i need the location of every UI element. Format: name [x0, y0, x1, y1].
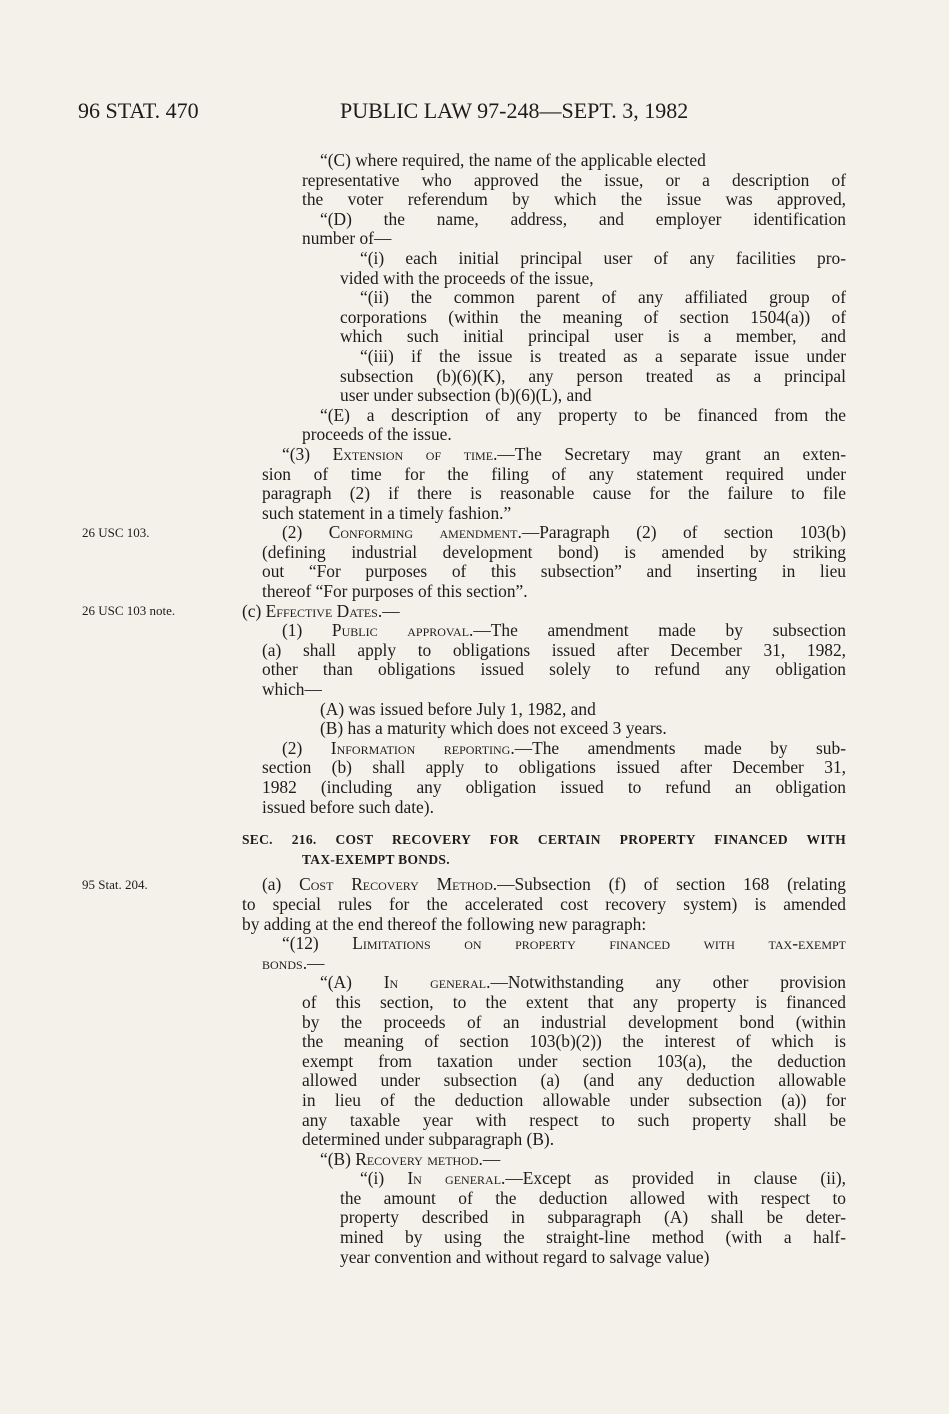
- line-part: “(12): [282, 933, 353, 954]
- subsection-heading: Cost Recovery Method: [299, 874, 493, 895]
- text-line: [282, 621, 846, 641]
- text-line: (a) shall apply to obligations issued after December 31, 1982,: [262, 639, 846, 660]
- subsection-heading: bonds: [262, 952, 303, 973]
- text-line: proceeds of the issue.: [302, 424, 452, 445]
- line-part: .—Notwithstanding any other provision: [486, 972, 846, 993]
- text-line: vided with the proceeds of the issue,: [340, 267, 594, 288]
- text-line: representative who approved the issue, or a description of: [302, 169, 846, 190]
- section-heading: SEC. 216. COST RECOVERY FOR CERTAIN PROPERTY FINANCED WITH: [242, 832, 846, 848]
- line-part: .—Paragraph (2) of section 103(b): [517, 522, 846, 543]
- text-line: 1982 (including any obligation issued to refund an obligation: [262, 777, 846, 797]
- text-line: [242, 602, 949, 622]
- text-line: [282, 739, 846, 759]
- line-part: .—The amendment made by subsection: [469, 620, 846, 641]
- text-line: [282, 445, 846, 465]
- text-line: [320, 1150, 949, 1170]
- text-line: [282, 523, 846, 543]
- subsection-heading: Information reporting: [330, 737, 511, 758]
- text-line: exempt from taxation under section 103(a), the deduction: [302, 1050, 846, 1071]
- text-line: which—: [262, 679, 322, 700]
- text-line: “(E) a description of any property to be financed from the: [320, 404, 846, 425]
- line-part: (2): [282, 737, 331, 758]
- margin-note-usc-103: 26 USC 103.: [82, 525, 150, 540]
- text-line: by adding at the end thereof the following new paragraph:: [242, 913, 647, 934]
- text-line: [320, 973, 846, 993]
- text-line: year convention and without regard to salvage value): [340, 1246, 710, 1267]
- line-part: “(A): [320, 972, 384, 993]
- text-line: sion of time for the filing of any statement required under: [262, 463, 846, 484]
- line-part: .—Except as provided in clause (ii),: [501, 1168, 846, 1189]
- text-line: allowed under subsection (a) (and any deduction allowable: [302, 1070, 846, 1091]
- text-line: “(C) where required, the name of the applicable elected: [320, 150, 706, 170]
- line-part: .—: [478, 1148, 501, 1169]
- text-line: subsection (b)(6)(K), any person treated as a principal: [340, 365, 846, 386]
- text-line: determined under subparagraph (B).: [302, 1129, 555, 1150]
- margin-note-usc-103-note: 26 USC 103 note.: [82, 603, 176, 618]
- text-line: “(D) the name, address, and employer identification: [320, 208, 846, 229]
- text-line: which such initial principal user is a member, and: [340, 326, 846, 347]
- margin-note-stat-204: 95 Stat. 204.: [82, 877, 148, 892]
- line-part: (1): [282, 620, 332, 641]
- text-line: other than obligations issued solely to refund any obligation: [262, 659, 846, 680]
- text-line: paragraph (2) if there is reasonable cause for the failure to file: [262, 483, 846, 504]
- text-line: issued before such date).: [262, 796, 434, 817]
- text-line: “(i) each initial principal user of any facilities pro-: [360, 247, 846, 268]
- subsection-heading: In general: [407, 1168, 502, 1189]
- subsection-heading: Recovery method: [355, 1148, 479, 1169]
- text-line: [360, 1169, 846, 1189]
- text-line: “(iii) if the issue is treated as a separate issue under: [360, 345, 846, 366]
- line-part: .—: [302, 952, 325, 973]
- text-line: corporations (within the meaning of section 1504(a)) of: [340, 306, 846, 327]
- line-part: (2): [282, 522, 329, 543]
- subsection-heading: Public approval: [331, 620, 470, 641]
- line-part: “(3): [282, 443, 333, 464]
- line-part: .—The Secretary may grant an exten-: [493, 443, 846, 464]
- subsection-heading: In general: [383, 972, 487, 993]
- section-heading-cont: TAX-EXEMPT BONDS.: [302, 851, 450, 867]
- text-line: the meaning of section 103(b)(2)) the interest of which is: [302, 1031, 846, 1052]
- text-line: such statement in a timely fashion.”: [262, 502, 512, 523]
- text-line: property described in subparagraph (A) shall be deter-: [340, 1207, 846, 1228]
- text-line: (B) has a maturity which does not exceed 3 years.: [320, 718, 667, 739]
- subsection-heading: Limitations on property financed with tax-exempt: [352, 933, 847, 954]
- line-part: “(i): [360, 1168, 408, 1189]
- text-line: the voter referendum by which the issue was approved,: [302, 189, 846, 210]
- text-line: thereof “For purposes of this section”.: [262, 581, 528, 602]
- line-part: .—The amendments made by sub-: [510, 737, 846, 758]
- text-line: to special rules for the accelerated cost recovery system) is amended: [242, 893, 846, 914]
- text-line: out “For purposes of this subsection” and inserting in lieu: [262, 561, 846, 582]
- text-line: [262, 875, 846, 895]
- text-line: in lieu of the deduction allowable under subsection (a)) for: [302, 1089, 846, 1110]
- text-line: “(ii) the common parent of any affiliated group of: [360, 287, 846, 308]
- text-line: mined by using the straight-line method (with a half-: [340, 1227, 846, 1248]
- text-line: by the proceeds of an industrial development bond (within: [302, 1011, 846, 1032]
- statute-body: [0, 151, 949, 1267]
- subsection-heading: Effective Dates: [265, 600, 378, 621]
- statute-citation: 96 STAT. 470: [78, 98, 199, 123]
- text-line: (defining industrial development bond) is amended by striking: [262, 541, 846, 562]
- text-line: any taxable year with respect to such property shall be: [302, 1109, 846, 1130]
- line-part: “(B): [320, 1148, 356, 1169]
- text-line: number of—: [302, 228, 392, 249]
- line-part: .—Subsection (f) of section 168 (relating: [492, 874, 846, 895]
- text-line: of this section, to the extent that any property is financed: [302, 991, 846, 1012]
- line-part: (c): [242, 600, 266, 621]
- text-line: user under subsection (b)(6)(L), and: [340, 385, 592, 406]
- text-line: (A) was issued before July 1, 1982, and: [320, 698, 596, 719]
- line-part: .—: [377, 600, 400, 621]
- line-part: (a): [262, 874, 300, 895]
- public-law-title: PUBLIC LAW 97-248—SEPT. 3, 1982: [340, 98, 689, 123]
- spacer: [0, 817, 949, 830]
- text-line: [262, 954, 949, 974]
- text-line: [282, 934, 846, 954]
- text-line: the amount of the deduction allowed with respect to: [340, 1187, 846, 1208]
- text-line: section (b) shall apply to obligations issued after December 31,: [262, 757, 846, 778]
- subsection-heading: Extension of time: [332, 443, 494, 464]
- subsection-heading: Conforming amendment: [328, 522, 518, 543]
